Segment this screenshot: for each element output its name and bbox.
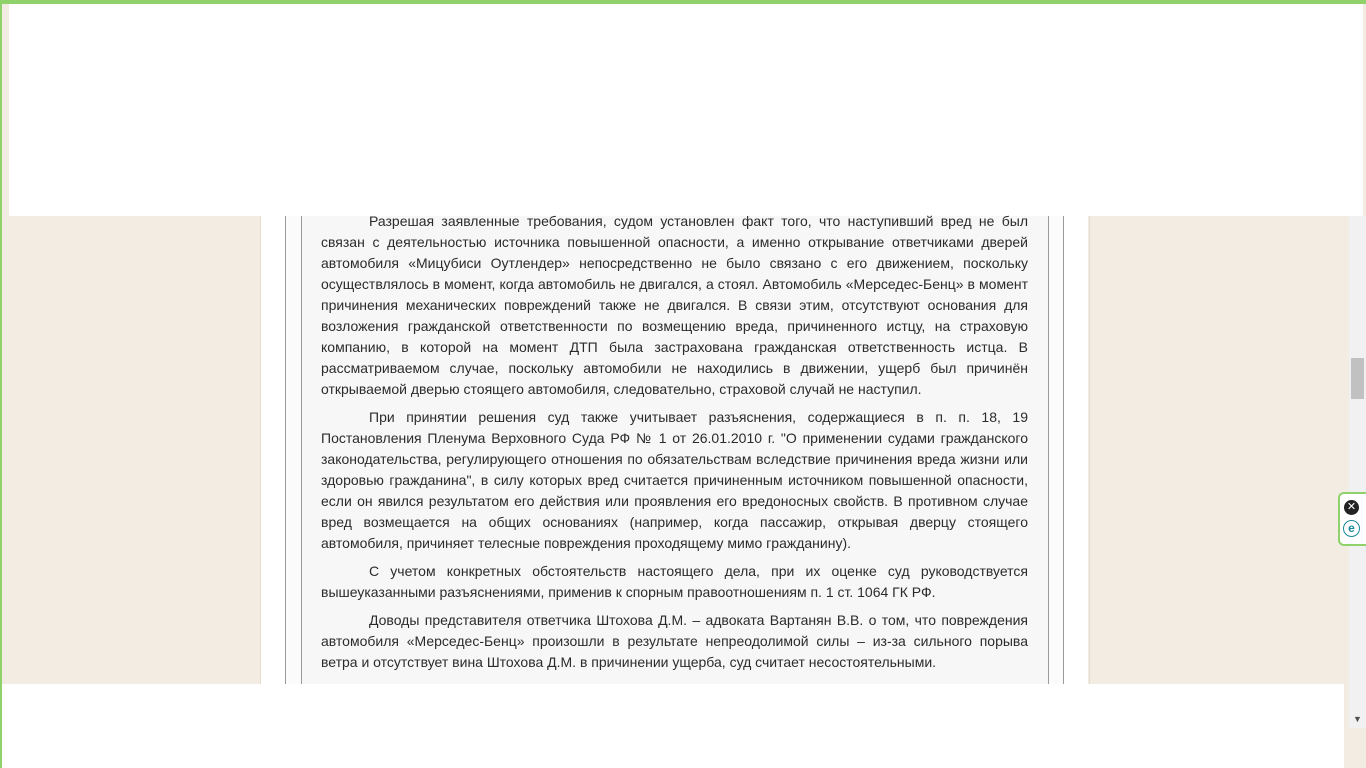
scrollbar-thumb[interactable] [1351, 358, 1364, 399]
vertical-scrollbar[interactable] [1349, 216, 1366, 728]
widget-e-icon[interactable]: e [1343, 520, 1360, 537]
document-text [321, 211, 1028, 680]
blank-overlay-bottom [2, 684, 1344, 768]
scroll-down-arrow-icon[interactable]: ▼ [1353, 714, 1362, 724]
blank-overlay-top [9, 4, 1363, 216]
paragraph: При принятии решения суд также учитывает разъяснения, содержащиеся в п. п. 18, 19 Постановления Пленума Верховного Суда РФ № 1 от 26.01.2010 г. "О применении судами гражданского законодательства, регулирующего отношения по обязательствам вследствие причинения вреда жизни или здоровью гражданина", в силу которых вред считается причиненным источником повышенной опасности, если он явился результатом его действия или проявления его вредоносных свойств. В противном случае вред возмещается на общих основаниях (например, когда пассажир, открывая дверцу стоящего автомобиля, причиняет телесные повреждения проходящему мимо гражданину). [321, 409, 1028, 551]
page-margin-left [2, 216, 261, 684]
paragraph: Доводы представителя ответчика Штохова Д.М. – адвоката Вартанян В.В. о том, что повреждения автомобиля «Мерседес-Бенц» произошли в результате непреодолимой силы – из-за сильного порыва ветра и отсутствует вина Штохова Д.М. в причинении ущерба, суд считает несостоятельными. [321, 612, 1028, 670]
paragraph: С учетом конкретных обстоятельств настоящего дела, при их оценке суд руководствуется вышеуказанными разъяснениями, применив к спорным правоотношениям п. 1 ст. 1064 ГК РФ. [321, 563, 1028, 600]
paragraph: Разрешая заявленные требования, судом установлен факт того, что наступивший вред не был связан с деятельностью источника повышенной опасности, а именно открывание ответчиками дверей автомобиля «Мицубиси Оутлендер» непосредственно не было связано с его движением, поскольку осуществлялось в момент, когда автомобиль не двигался, а стоял. Автомобиль «Мерседес-Бенц» в момент причинения механических повреждений также не двигался. В связи этим, отсутствуют основания для возложения гражданской ответственности по возмещению вреда, причиненного истцу, на страховую компанию, в которой на момент ДТП была застрахована гражданская ответственность истца. В рассматриваемом случае, поскольку автомобили не находились в движении, ущерб был причинён открываемой дверью стоящего автомобиля, следовательно, страховой случай не наступил. [321, 213, 1028, 397]
page-margin-right [1089, 216, 1350, 684]
widget-close-icon[interactable]: ✕ [1344, 500, 1359, 515]
